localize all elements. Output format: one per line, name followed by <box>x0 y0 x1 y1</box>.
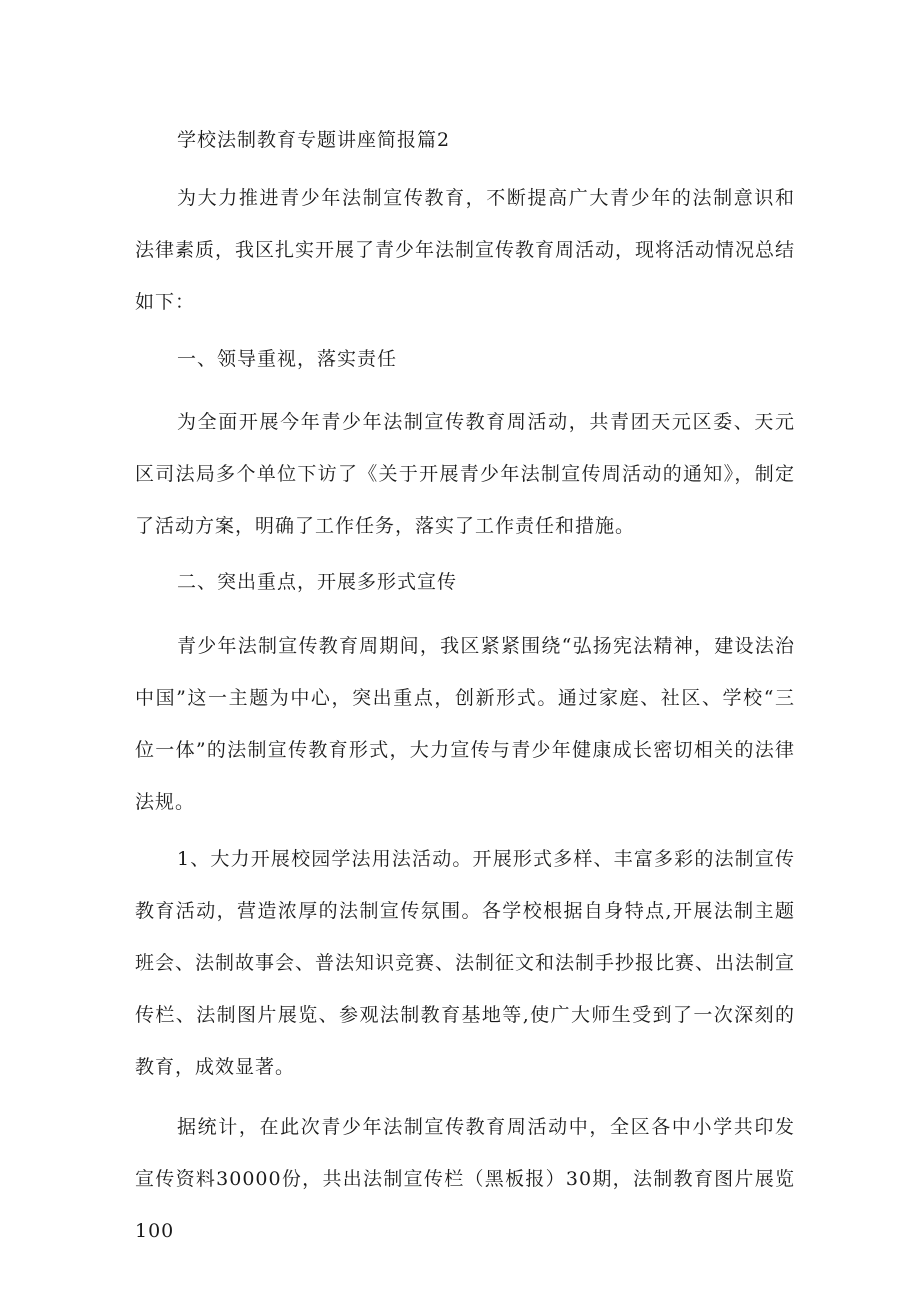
section2-heading: 二、突出重点，开展多形式宣传 <box>177 571 458 593</box>
item1-paragraph: 1、大力开展校园学法用法活动。开展形式多样、丰富多彩的法制宣传教育活动，营造浓厚的法制宣传氛围。各学校根据自身特点,开展法制主题班会、法制故事会、普法知识竞赛、法制征文和法制手抄报比赛、出法制宣传栏、法制图片展览、参观法制教育基地等,使广大师生受到了一次深刻的教育，成效显著。 <box>135 848 796 1078</box>
intro-paragraph: 为大力推进青少年法制宣传教育，不断提高广大青少年的法制意识和法律素质，我区扎实开展了青少年法制宣传教育周活动，现将活动情况总结如下： <box>135 187 796 313</box>
document-title: 学校法制教育专题讲座简报篇2 <box>177 129 451 151</box>
section1-paragraph: 为全面开展今年青少年法制宣传教育周活动，共青团天元区委、天元区司法局多个单位下访了《关于开展青少年法制宣传周活动的通知》，制定了活动方案，明确了工作任务，落实了工作责任和措施。 <box>135 411 795 537</box>
section2-paragraph: 青少年法制宣传教育周期间，我区紧紧围绕“弘扬宪法精神，建设法治中国”这一主题为中心，突出重点，创新形式。通过家庭、社区、学校“三位一体”的法制宣传教育形式，大力宣传与青少年健康成长密切相关的法律法规。 <box>135 635 795 813</box>
section1-heading: 一、领导重视，落实责任 <box>177 348 398 370</box>
statistics-paragraph: 据统计，在此次青少年法制宣传教育周活动中，全区各中小学共印发宣传资料30000份，共出法制宣传栏（黑板报）30期，法制教育图片展览100 <box>135 1116 795 1242</box>
